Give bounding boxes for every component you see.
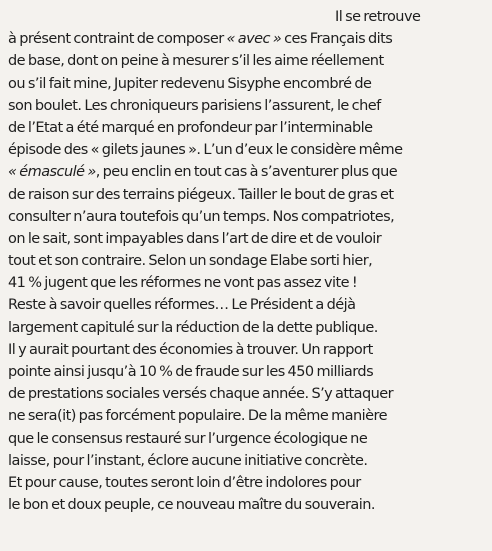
text-segment: laisse, pour l’instant, éclore aucune initiative concrète. bbox=[8, 452, 368, 469]
text-line bbox=[8, 184, 484, 206]
text-segment: de raison sur des terrains piégeux. Tailler le bout de gras et bbox=[8, 186, 394, 203]
text-segment: tout et son contraire. Selon un sondage Elabe sorti hier, bbox=[8, 253, 373, 270]
text-segment: de base, dont on peine à mesurer s’il les aime réellement bbox=[8, 53, 384, 70]
text-segment: Il y aurait pourtant des économies à trouver. Un rapport bbox=[8, 341, 373, 358]
text-segment: largement capitulé sur la réduction de la dette publique. bbox=[8, 319, 378, 336]
text-segment: consulter n’aura toutefois qu’un temps. Nos compatriotes, bbox=[8, 208, 395, 225]
text-line bbox=[8, 228, 484, 250]
text-line bbox=[8, 494, 484, 516]
text-segment: à présent contraint de composer bbox=[8, 31, 227, 48]
text-segment: de l’Etat a été marqué en profondeur par l’interminable bbox=[8, 119, 373, 136]
text-segment: ou s’il fait mine, Jupiter redevenu Sisyphe encombré de bbox=[8, 75, 372, 92]
text-line bbox=[8, 339, 484, 361]
text-segment: Il se retrouve bbox=[335, 9, 421, 25]
text-segment: le bon et doux peuple, ce nouveau maître du souverain. bbox=[8, 497, 375, 514]
text-segment: son boulet. Les chroniqueurs parisiens l’assurent, le chef bbox=[8, 97, 381, 114]
text-line bbox=[8, 383, 484, 405]
text-segment: de prestations sociales versés chaque année. S’y attaquer bbox=[8, 386, 394, 403]
text-segment: ces Français dits bbox=[281, 31, 393, 48]
text-line bbox=[8, 95, 484, 117]
text-line bbox=[8, 73, 484, 95]
text-segment: épisode des « gilets jaunes ». L’un d’eux le considère même bbox=[8, 142, 403, 159]
text-line bbox=[8, 361, 484, 383]
text-line bbox=[8, 6, 484, 28]
text-segment: Et pour cause, toutes seront loin d’être indolores pour bbox=[8, 474, 361, 491]
text-line bbox=[8, 117, 484, 139]
text-segment: on le sait, sont impayables dans l’art de dire et de vouloir bbox=[8, 230, 382, 247]
text-line bbox=[8, 250, 484, 272]
italic-quote: « avec » bbox=[226, 31, 282, 48]
text-segment: ne sera(it) pas forcément populaire. De la même manière bbox=[8, 408, 387, 425]
text-line bbox=[8, 317, 484, 339]
text-line bbox=[8, 161, 484, 183]
text-segment: que le consensus restauré sur l’urgence écologique ne bbox=[8, 430, 368, 447]
text-segment: pointe ainsi jusqu’à 10 % de fraude sur les 450 milliards bbox=[8, 364, 374, 380]
text-line bbox=[8, 472, 484, 494]
text-line bbox=[8, 139, 484, 161]
text-line bbox=[8, 428, 484, 450]
text-line bbox=[8, 28, 484, 50]
text-line bbox=[8, 206, 484, 228]
text-segment: , peu enclin en tout cas à s’aventurer plus que bbox=[95, 164, 398, 181]
italic-quote: « émasculé » bbox=[8, 164, 96, 181]
text-line bbox=[8, 405, 484, 427]
text-line bbox=[8, 294, 484, 316]
text-segment: Reste à savoir quelles réformes… Le Président a déjà bbox=[8, 297, 356, 314]
text-line bbox=[8, 50, 484, 72]
text-segment: 41 % jugent que les réformes ne vont pas assez vite ! bbox=[8, 275, 358, 292]
text-line bbox=[8, 272, 484, 294]
text-line bbox=[8, 450, 484, 472]
